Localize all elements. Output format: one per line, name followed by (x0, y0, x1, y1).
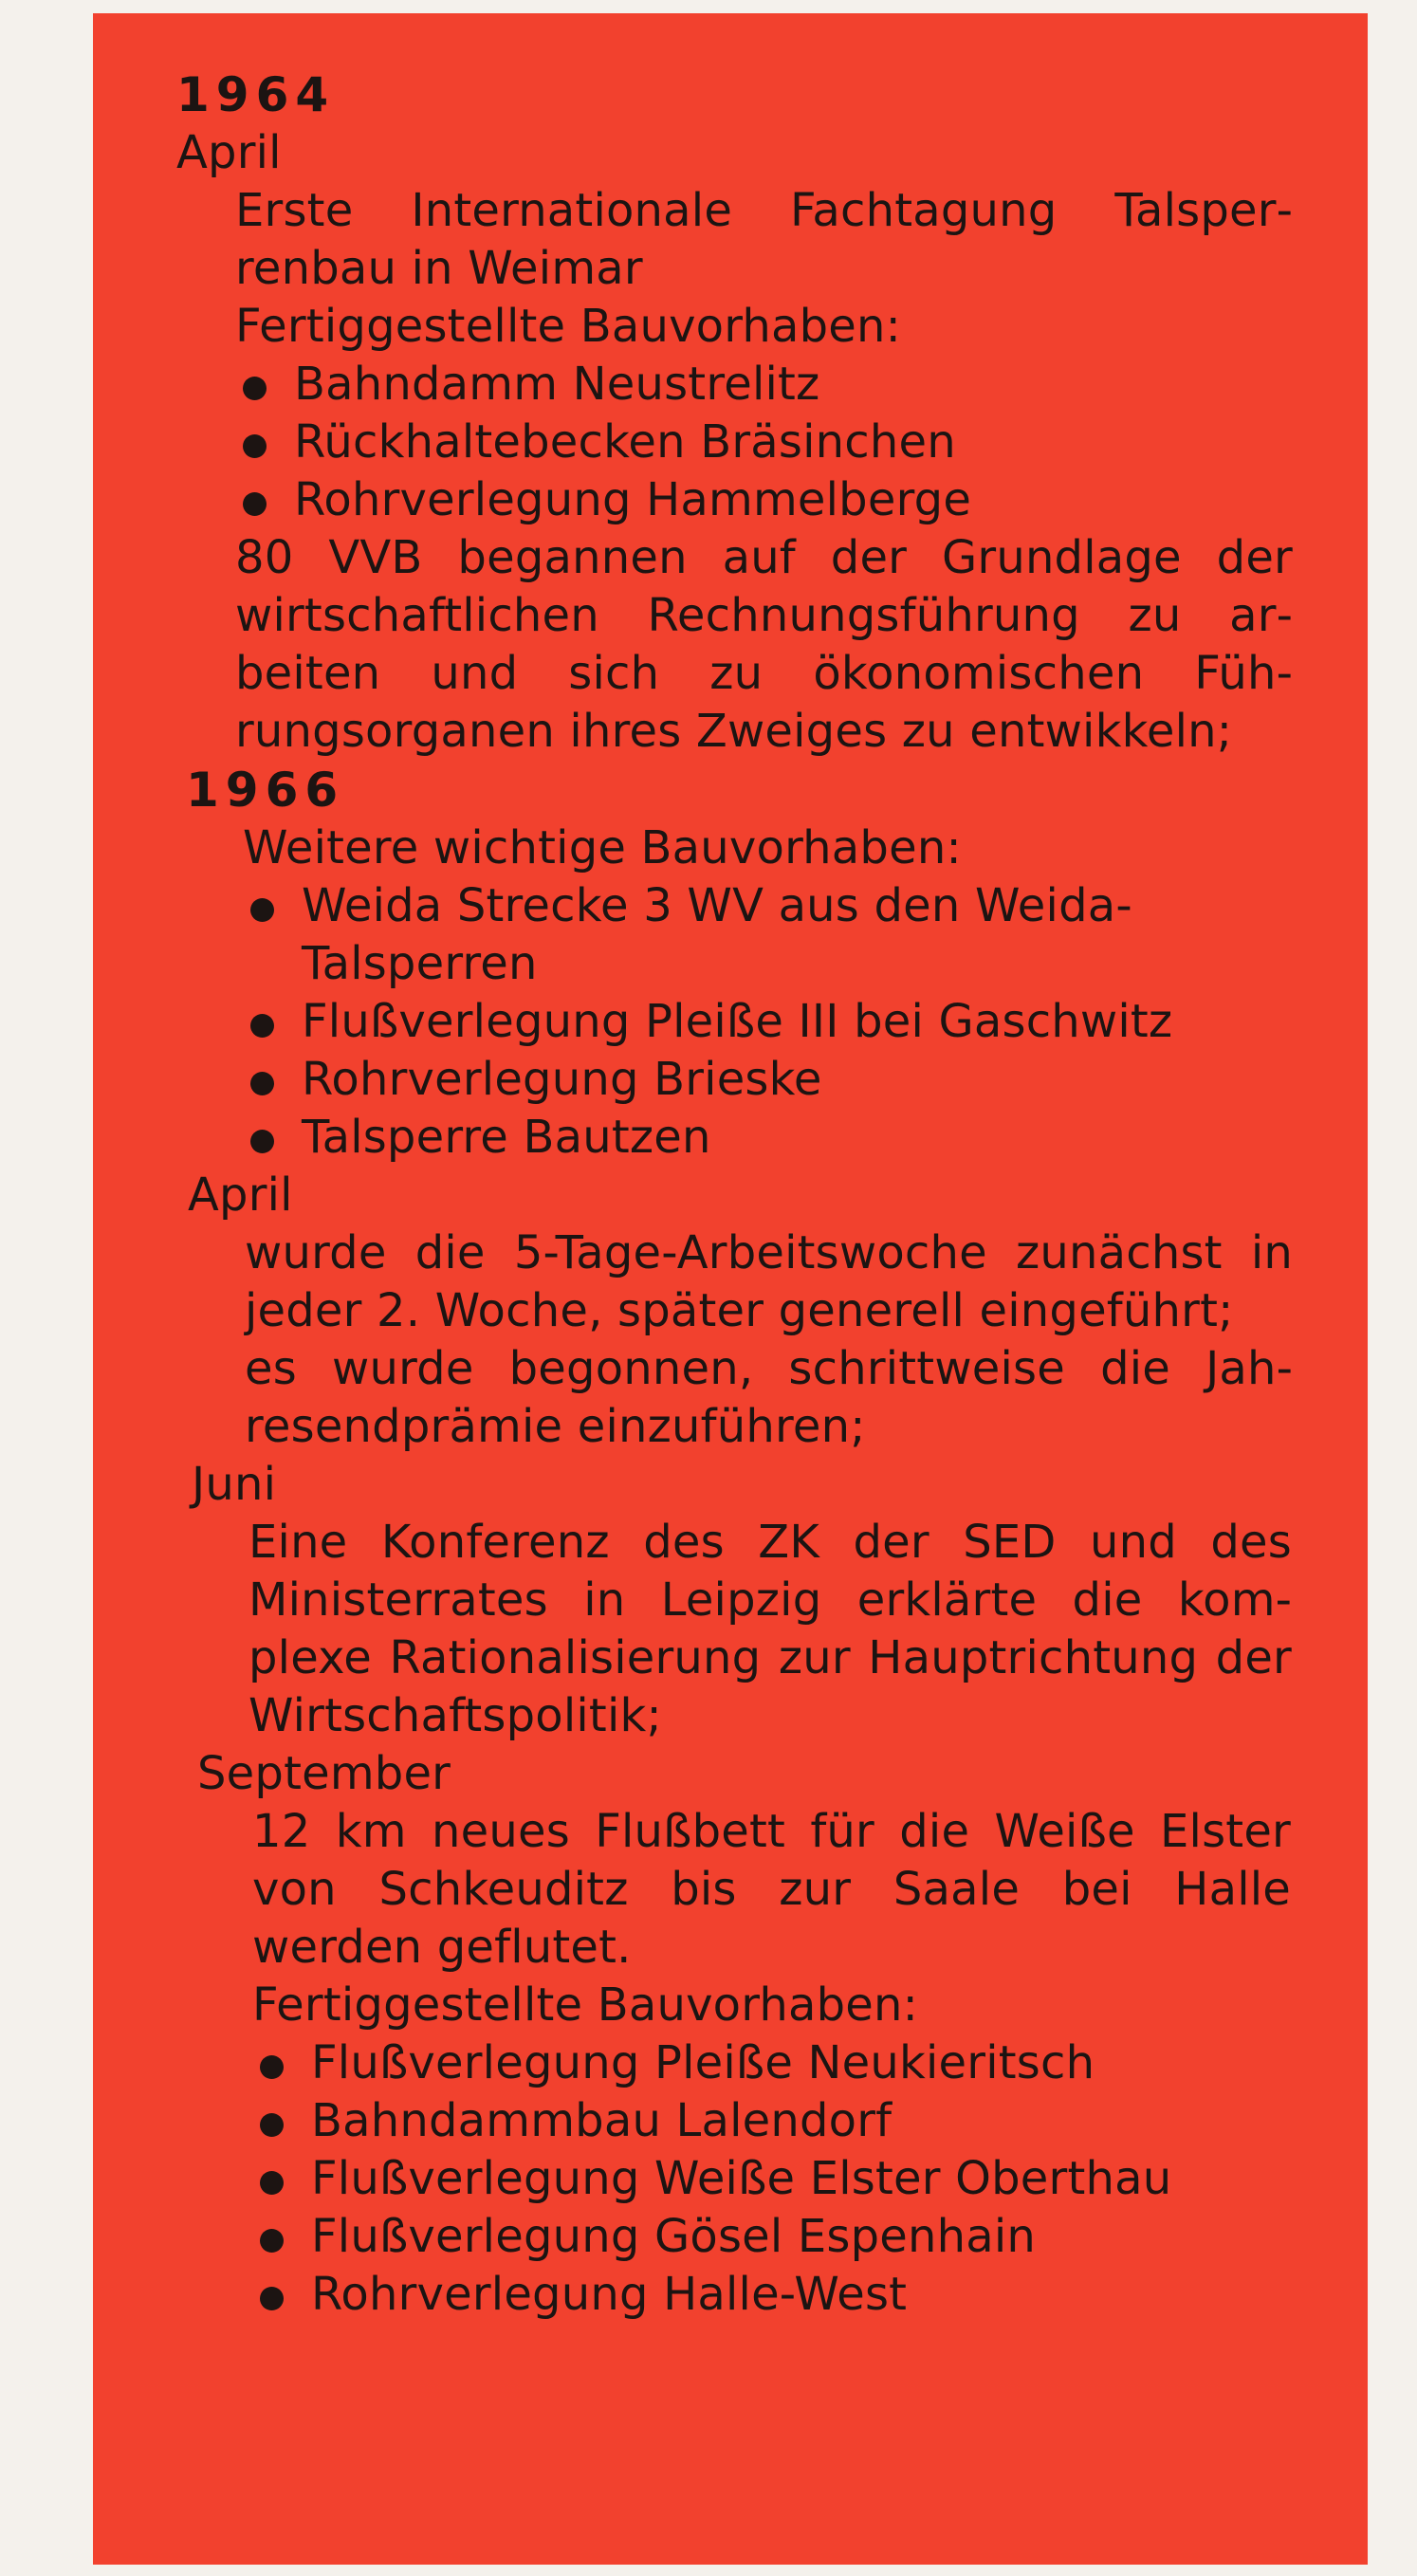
bullet-icon (260, 2229, 284, 2253)
conference-leipzig-text: Eine Konferenz des ZK der SED und des Ministerrates in Leipzig erklärte die komplexe Rationalisierung zur Hauptrichtung der Wirtschaftspolitik; (248, 1516, 1292, 1742)
other-projects-heading: Weitere wichtige Bauvorhaben: (243, 821, 962, 874)
bullet-icon (260, 2055, 284, 2079)
bonus-text: es wurde begonnen, schrittweise die Jahresendprämie einzuführen; (245, 1342, 1293, 1453)
entries-1966 (176, 819, 1311, 1167)
chronicle-panel (93, 13, 1368, 2565)
completed-list-1964 (235, 356, 1311, 529)
entries-june-1966 (176, 1514, 1311, 1745)
bullet-icon (243, 492, 267, 516)
conference-weimar-text: Erste Internationale Fachtagung Talsperrenbau in Weimar (235, 184, 1293, 295)
vvb-text: 80 VVB begannen auf der Grundlage der wirtschaftlichen Rechnungsführung zu arbeiten und sich zu ökonomischen Führungsorganen ihres Zweiges zu entwikkeln; (235, 531, 1293, 758)
riverbed-text: 12 km neues Flußbett für die Weiße Elster von Schkeuditz bis zur Saale bei Halle werden geflutet. (252, 1805, 1291, 1974)
bullet-icon (243, 434, 267, 458)
completed-list-1966 (252, 2034, 1311, 2324)
completed-heading-1964: Fertiggestellte Bauvorhaben: (235, 300, 901, 353)
bullet-icon (250, 898, 274, 922)
bullet-icon (260, 2287, 284, 2310)
month-heading-june-1966: Juni (192, 1458, 277, 1511)
entries-september-1966 (176, 1803, 1311, 2324)
month-heading-april-1964: April (176, 126, 282, 179)
year-heading-1964: 1964 (176, 67, 336, 122)
list-item: Bahndamm Neustrelitz (235, 356, 1311, 414)
month-heading-april-1966: April (188, 1168, 293, 1222)
completed-heading-1966: Fertiggestellte Bauvorhaben: (252, 1978, 918, 2032)
list-item: Rückhaltebecken Bräsinchen (235, 414, 1311, 471)
bullet-icon (243, 377, 267, 400)
list-item: Weida Strecke 3 WV aus den Weida-Talsperren (243, 877, 1234, 993)
list-item: Rohrverlegung Hammelberge (235, 471, 1311, 529)
list-item: Talsperre Bautzen (243, 1109, 1234, 1167)
list-item: Flußverlegung Pleiße III bei Gaschwitz (243, 993, 1234, 1051)
bullet-icon (250, 1072, 274, 1095)
other-projects-list (243, 877, 1234, 1167)
list-item: Bahndammbau Lalendorf (252, 2092, 1311, 2150)
entries-april-1964 (176, 182, 1311, 761)
bullet-icon (250, 1014, 274, 1038)
list-item: Flußverlegung Gösel Espenhain (252, 2208, 1311, 2266)
year-heading-1966: 1966 (186, 763, 345, 818)
entries-april-1966 (176, 1224, 1311, 1456)
list-item: Flußverlegung Weiße Elster Oberthau (252, 2150, 1311, 2208)
list-item: Rohrverlegung Brieske (243, 1051, 1234, 1109)
month-heading-september-1966: September (197, 1747, 451, 1800)
workweek-text: wurde die 5-Tage-Arbeitswoche zunächst in jeder 2. Woche, später generell eingeführt; (245, 1226, 1293, 1337)
bullet-icon (260, 2171, 284, 2195)
bullet-icon (250, 1130, 274, 1153)
bullet-icon (260, 2113, 284, 2137)
list-item: Flußverlegung Pleiße Neukieritsch (252, 2034, 1311, 2092)
list-item: Rohrverlegung Halle-West (252, 2266, 1311, 2324)
